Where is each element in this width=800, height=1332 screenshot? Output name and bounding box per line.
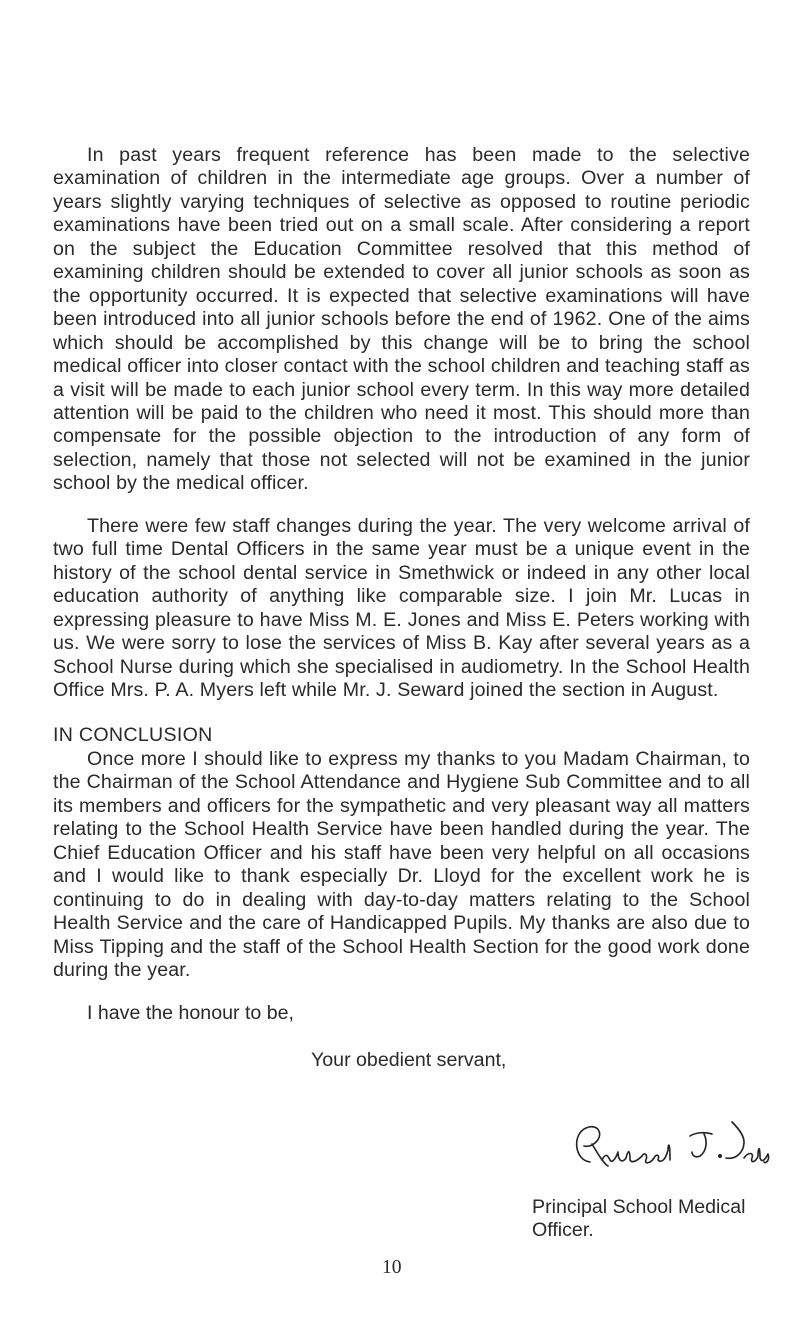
letter-body — [53, 144, 750, 1072]
paragraph-selective-examination: In past years frequent reference has been made to the selective examination of children in the intermediate age groups. Over a number of years slightly varying techniques of selective as opposed to routine periodic examinations have been tried out on a small scale. After considering a report on the subject the Education Committee resolved that this method of examining children should be extended to cover all junior schools as soon as the opportunity occurred. It is expected that selective examinations will have been introduced into all junior schools before the end of 1962. One of the aims which should be accomplished by this change will be to bring the school medical officer into closer contact with the school children and teaching staff as a visit will be made to each junior school every term. In this way more detailed attention will be paid to the children who need it most. This should more than compensate for the possible objection to the introduction of any form of selection, namely that those not selected will not be examined in the junior school by the medical officer. — [53, 144, 750, 495]
paragraph-staff-changes: There were few staff changes during the year. The very welcome arrival of two full time Dental Officers in the same year must be a unique event in the history of the school dental service in Smethwick or indeed in any other local education authority of anything like comparable size. I join Mr. Lucas in expressing pleasure to have Miss M. E. Jones and Miss E. Peters working with us. We were sorry to lose the services of Miss B. Kay after several years as a School Nurse during which she specialised in audiometry. In the School Health Office Mrs. P. A. Myers left while Mr. J. Seward joined the section in August. — [53, 514, 750, 701]
section-heading: IN CONCLUSION — [53, 724, 213, 747]
page-number: 10 — [382, 1257, 402, 1278]
handwritten-signature — [568, 1120, 774, 1174]
paragraph-conclusion: Once more I should like to express my thanks to you Madam Chairman, to the Chairman of the School Attendance and Hygiene Sub Committee and to all its members and officers for the sympathetic and very pleasant way all matters relating to the School Health Service have been handled during the year. The Chief Education Officer and his staff have been very helpful on all occasions and I would like to thank especially Dr. Lloyd for the excellent work he is continuing to do in dealing with day-to-day matters relating to the School Health Service and the care of Handicapped Pupils. My thanks are also due to Miss Tipping and the staff of the School Health Section for the good work done during the year. — [53, 747, 750, 981]
closing-line: I have the honour to be, — [87, 1002, 294, 1025]
valediction: Your obedient servant, — [311, 1048, 507, 1071]
signatory-title: Principal School Medical Officer. — [532, 1196, 746, 1242]
